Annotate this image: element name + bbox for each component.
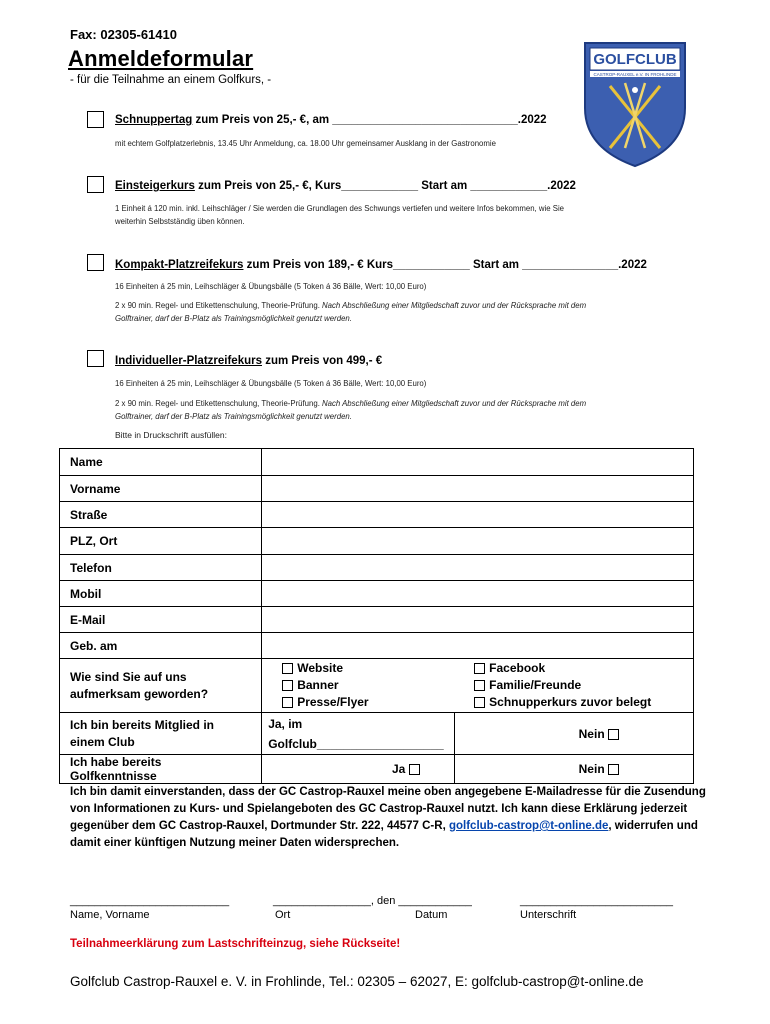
member-question: Ich bin bereits Mitglied in einem Club — [60, 713, 262, 755]
option-note: 16 Einheiten á 25 min, Leihschläger & Übungsbälle (5 Token á 36 Bälle, Wert: 10,00 Euro) — [115, 379, 427, 388]
svg-text:CASTROP-RAUXEL e.V. IN FROHLIN: CASTROP-RAUXEL e.V. IN FROHLINDE — [593, 72, 677, 77]
survey-option[interactable]: Website — [282, 660, 444, 677]
option-note: Golftrainer, darf der B-Platz als Trainingsmöglichkeit genutzt werden. — [115, 314, 352, 323]
survey-option[interactable]: Presse/Flyer — [282, 694, 444, 711]
email-link[interactable]: golfclub-castrop@t-online.de — [448, 820, 609, 832]
form-instruction: Bitte in Druckschrift ausfüllen: — [115, 430, 227, 440]
checkbox-individueller-platzreifekurs[interactable] — [87, 350, 104, 367]
checkbox[interactable] — [282, 663, 293, 674]
member-yes[interactable]: Ja, im Golfclub___________________ — [262, 713, 454, 755]
checkbox-einsteigerkurs[interactable] — [87, 176, 104, 193]
signature-line[interactable]: ________________, den ____________ — [273, 895, 472, 907]
option-einsteigerkurs: Einsteigerkurs zum Preis von 25,- €, Kurs____________ Start am ____________.2022 — [115, 180, 576, 192]
field-label: Telefon — [60, 555, 262, 581]
survey-col1 — [262, 659, 454, 713]
survey-option[interactable]: Schnupperkurs zuvor belegt — [474, 694, 683, 711]
option-individueller-platzreifekurs: Individueller-Platzreifekurs zum Preis von 499,- € — [115, 355, 383, 367]
field-label: Geb. am — [60, 633, 262, 659]
field-label: Vorname — [60, 476, 262, 502]
checkbox[interactable] — [474, 663, 485, 674]
signature-line[interactable]: _________________________ — [520, 895, 673, 907]
geburtsdatum-input[interactable] — [262, 633, 694, 659]
checkbox[interactable] — [474, 680, 485, 691]
checkbox-kompakt-platzreifekurs[interactable] — [87, 254, 104, 271]
svg-text:GOLFCLUB: GOLFCLUB — [593, 51, 677, 68]
option-note: 16 Einheiten á 25 min, Leihschläger & Übungsbälle (5 Token á 36 Bälle, Wert: 10,00 Euro) — [115, 282, 427, 291]
knowledge-question: Ich habe bereits Golfkenntnisse — [60, 755, 262, 784]
field-label: PLZ, Ort — [60, 528, 262, 555]
survey-option[interactable]: Facebook — [474, 660, 683, 677]
option-note: 2 x 90 min. Regel- und Etikettenschulung, Theorie-Prüfung. Nach Abschließung einer Mitgliedschaft zuvor und der Rücksprache mit dem — [115, 399, 587, 408]
name-input[interactable] — [262, 449, 694, 476]
survey-question: Wie sind Sie auf uns aufmerksam geworden? — [60, 659, 262, 713]
signature-line[interactable]: __________________________ — [70, 895, 230, 907]
option-note: 2 x 90 min. Regel- und Etikettenschulung, Theorie-Prüfung. Nach Abschließung einer Mitgliedschaft zuvor und der Rücksprache mit dem — [115, 301, 587, 310]
option-note: 1 Einheit á 120 min. inkl. Leihschläger / Sie werden die Grundlagen des Schwungs vertiefen und weitere Infos bekommen, wie Sie — [115, 204, 565, 213]
footer: Golfclub Castrop-Rauxel e. V. in Frohlinde, Tel.: 02305 – 62027, E: golfclub-castrop@t-online.de — [70, 974, 644, 989]
option-schnuppertag: Schnuppertag zum Preis von 25,- €, am _____________________________.2022 — [115, 114, 547, 126]
field-label: E-Mail — [60, 607, 262, 633]
consent-text: Ich bin damit einverstanden, dass der GC Castrop-Rauxel meine oben angegebene E-Mailadresse für die Zusendung von Informationen zu Kurs- und Spielangeboten des GC Castrop-Rauxel nutzt. Ich kann diese Erklärung jederzeit gegenüber dem GC Castrop-Rauxel, Dortmunder Str. 222, 44577 C-R, golfclub-castrop@t-online.de, widerrufen und damit einer künftigen Nutzung meiner Daten widersprechen. — [70, 786, 706, 849]
signature-label: Name, Vorname — [70, 909, 150, 921]
plz-ort-input[interactable] — [262, 528, 694, 555]
checkbox[interactable] — [282, 680, 293, 691]
page-subtitle: - für die Teilnahme an einem Golfkurs, - — [70, 74, 272, 86]
page-title: Anmeldeformular — [68, 46, 254, 71]
field-label: Name — [60, 449, 262, 476]
knowledge-no[interactable]: Nein — [454, 755, 693, 784]
checkbox-schnuppertag[interactable] — [87, 111, 104, 128]
signature-label: Ort — [275, 909, 291, 921]
checkbox[interactable] — [608, 764, 619, 775]
option-note: weiterhin Selbstständig üben können. — [115, 217, 245, 226]
fax-number: Fax: 02305-61410 — [70, 27, 177, 42]
checkbox[interactable] — [608, 729, 619, 740]
option-note: mit echtem Golfplatzerlebnis, 13.45 Uhr Anmeldung, ca. 18.00 Uhr gemeinsamer Ausklang in der Gastronomie — [115, 139, 496, 148]
telefon-input[interactable] — [262, 555, 694, 581]
email-input[interactable] — [262, 607, 694, 633]
option-kompakt-platzreifekurs: Kompakt-Platzreifekurs zum Preis von 189,- € Kurs____________ Start am _______________.2022 — [115, 259, 647, 271]
member-no[interactable]: Nein — [454, 713, 693, 755]
checkbox[interactable] — [282, 697, 293, 708]
field-label: Mobil — [60, 581, 262, 607]
debit-notice: Teilnahmeerklärung zum Lastschrifteinzug, siehe Rückseite! — [70, 938, 401, 950]
mobil-input[interactable] — [262, 581, 694, 607]
survey-option[interactable]: Familie/Freunde — [474, 677, 683, 694]
signature-label: Datum — [415, 909, 448, 921]
knowledge-yes[interactable]: Ja — [262, 755, 454, 784]
signature-label: Unterschrift — [520, 909, 577, 921]
registration-table — [59, 448, 694, 784]
vorname-input[interactable] — [262, 476, 694, 502]
survey-col2 — [454, 659, 693, 713]
golfclub-logo — [580, 38, 690, 168]
strasse-input[interactable] — [262, 502, 694, 528]
checkbox[interactable] — [409, 764, 420, 775]
option-note: Golftrainer, darf der B-Platz als Trainingsmöglichkeit genutzt werden. — [115, 412, 352, 421]
survey-option[interactable]: Banner — [282, 677, 444, 694]
field-label: Straße — [60, 502, 262, 528]
checkbox[interactable] — [474, 697, 485, 708]
